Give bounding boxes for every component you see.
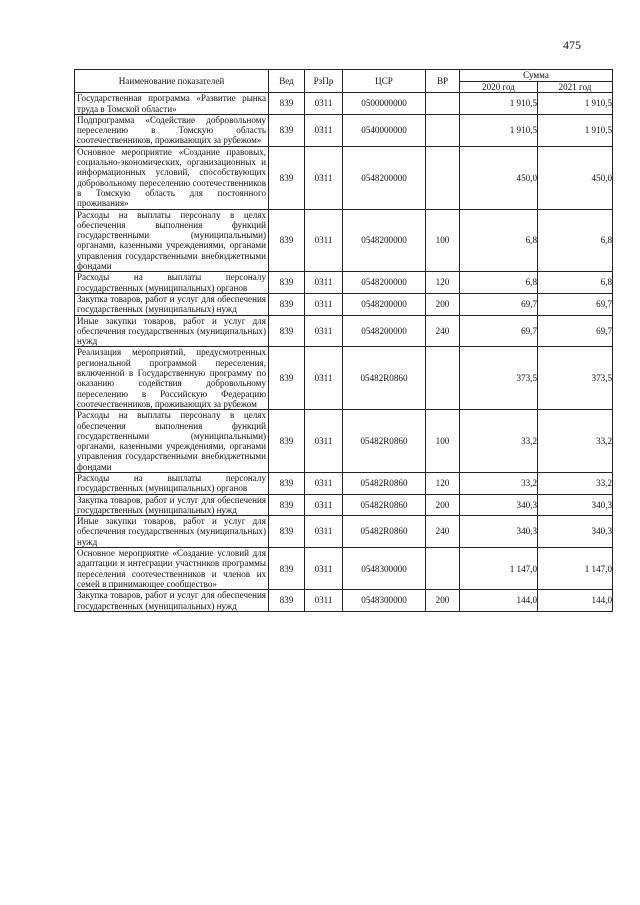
row-sum-2021-cell: 69,7 [538, 293, 613, 315]
row-name-cell: Иные закупки товаров, работ и услуг для обеспечения государственных (муниципальных) нужд [75, 516, 269, 548]
row-sum-2020-cell: 33,2 [460, 410, 538, 473]
row-sum-2021-cell: 340,3 [538, 516, 613, 548]
row-sum-2020-cell: 373,5 [460, 347, 538, 410]
header-name: Наименование показателей [75, 70, 269, 93]
row-vr-cell: 240 [426, 516, 460, 548]
row-sum-2020-cell: 340,3 [460, 516, 538, 548]
row-vr-cell [426, 548, 460, 590]
row-vr-cell [426, 146, 460, 209]
header-year-2020: 2020 год [460, 82, 538, 93]
row-ved-cell: 839 [269, 472, 305, 494]
row-sum-2020-cell: 69,7 [460, 315, 538, 347]
table-row [75, 315, 613, 347]
row-ved-cell: 839 [269, 209, 305, 272]
row-sum-2021-cell: 144,0 [538, 590, 613, 612]
row-csr-cell: 0548300000 [343, 548, 426, 590]
row-ved-cell: 839 [269, 410, 305, 473]
row-vr-cell [426, 347, 460, 410]
table-row [75, 472, 613, 494]
row-ved-cell: 839 [269, 93, 305, 115]
row-csr-cell: 0548200000 [343, 315, 426, 347]
row-ved-cell: 839 [269, 494, 305, 516]
row-ved-cell: 839 [269, 146, 305, 209]
row-sum-2021-cell: 6,8 [538, 209, 613, 272]
row-rzpr-cell: 0311 [305, 410, 343, 473]
row-vr-cell: 200 [426, 293, 460, 315]
row-sum-2020-cell: 450,0 [460, 146, 538, 209]
row-vr-cell: 200 [426, 590, 460, 612]
row-csr-cell: 0548200000 [343, 209, 426, 272]
row-csr-cell: 05482R0860 [343, 410, 426, 473]
row-sum-2021-cell: 450,0 [538, 146, 613, 209]
row-csr-cell: 05482R0860 [343, 347, 426, 410]
row-name-cell: Расходы на выплаты персоналу государственных (муниципальных) органов [75, 472, 269, 494]
row-sum-2021-cell: 1 910,5 [538, 93, 613, 115]
table-row [75, 548, 613, 590]
row-name-cell: Расходы на выплаты персоналу в целях обеспечения выполнения функций государственными (муниципальными) органами, казенными учреждениями, органами управления государственными внебюджетными фондами [75, 410, 269, 473]
row-sum-2021-cell: 340,3 [538, 494, 613, 516]
table-row [75, 93, 613, 115]
row-sum-2021-cell: 1 910,5 [538, 114, 613, 146]
budget-table [74, 69, 613, 612]
row-sum-2020-cell: 69,7 [460, 293, 538, 315]
row-sum-2020-cell: 6,8 [460, 209, 538, 272]
row-sum-2021-cell: 33,2 [538, 410, 613, 473]
row-name-cell: Основное мероприятие «Создание условий для адаптации и интеграции участников программы переселения соотечественников и членов их семей в принимающее сообщество» [75, 548, 269, 590]
row-sum-2020-cell: 33,2 [460, 472, 538, 494]
row-rzpr-cell: 0311 [305, 548, 343, 590]
row-ved-cell: 839 [269, 516, 305, 548]
row-sum-2020-cell: 1 910,5 [460, 93, 538, 115]
header-vr: ВР [426, 70, 460, 93]
row-ved-cell: 839 [269, 114, 305, 146]
row-rzpr-cell: 0311 [305, 114, 343, 146]
row-name-cell: Расходы на выплаты персоналу в целях обеспечения выполнения функций государственными (муниципальными) органами, казенными учреждениями, органами управления государственными внебюджетными фондами [75, 209, 269, 272]
row-ved-cell: 839 [269, 590, 305, 612]
row-ved-cell: 839 [269, 315, 305, 347]
row-sum-2021-cell: 33,2 [538, 472, 613, 494]
row-csr-cell: 0500000000 [343, 93, 426, 115]
row-sum-2021-cell: 6,8 [538, 272, 613, 294]
row-rzpr-cell: 0311 [305, 209, 343, 272]
row-vr-cell [426, 114, 460, 146]
row-name-cell: Закупка товаров, работ и услуг для обеспечения государственных (муниципальных) нужд [75, 590, 269, 612]
row-rzpr-cell: 0311 [305, 472, 343, 494]
header-sum: Сумма [460, 70, 613, 82]
row-sum-2021-cell: 373,5 [538, 347, 613, 410]
row-csr-cell: 0548200000 [343, 272, 426, 294]
table-body [75, 93, 613, 612]
row-name-cell: Иные закупки товаров, работ и услуг для обеспечения государственных (муниципальных) нужд [75, 315, 269, 347]
table-row [75, 114, 613, 146]
row-rzpr-cell: 0311 [305, 494, 343, 516]
row-rzpr-cell: 0311 [305, 347, 343, 410]
row-sum-2021-cell: 69,7 [538, 315, 613, 347]
table-row [75, 494, 613, 516]
table-row [75, 146, 613, 209]
row-name-cell: Реализация мероприятий, предусмотренных региональной программой переселения, включенной в Государственную программу по оказанию содействия добровольному переселению в Российскую Федерацию соотечественников, проживающих за рубежом [75, 347, 269, 410]
row-rzpr-cell: 0311 [305, 272, 343, 294]
row-csr-cell: 0540000000 [343, 114, 426, 146]
row-vr-cell: 200 [426, 494, 460, 516]
row-rzpr-cell: 0311 [305, 93, 343, 115]
row-csr-cell: 05482R0860 [343, 516, 426, 548]
table-row [75, 209, 613, 272]
table-row [75, 347, 613, 410]
row-name-cell: Основное мероприятие «Создание правовых, социально-экономических, организационных и информационных условий, способствующих добровольному переселению соотечественников в Томскую область для постоянного проживания» [75, 146, 269, 209]
row-sum-2020-cell: 1 910,5 [460, 114, 538, 146]
row-csr-cell: 0548200000 [343, 146, 426, 209]
row-rzpr-cell: 0311 [305, 590, 343, 612]
table-row [75, 516, 613, 548]
row-vr-cell: 100 [426, 209, 460, 272]
row-name-cell: Закупка товаров, работ и услуг для обеспечения государственных (муниципальных) нужд [75, 494, 269, 516]
header-rzpr: РзПр [305, 70, 343, 93]
row-rzpr-cell: 0311 [305, 516, 343, 548]
row-csr-cell: 0548200000 [343, 293, 426, 315]
page-number: 475 [563, 38, 581, 52]
row-sum-2020-cell: 340,3 [460, 494, 538, 516]
row-rzpr-cell: 0311 [305, 293, 343, 315]
table-row [75, 293, 613, 315]
row-vr-cell: 120 [426, 472, 460, 494]
row-sum-2020-cell: 6,8 [460, 272, 538, 294]
header-year-2021: 2021 год [538, 82, 613, 93]
row-rzpr-cell: 0311 [305, 315, 343, 347]
row-vr-cell: 240 [426, 315, 460, 347]
table-row [75, 590, 613, 612]
row-ved-cell: 839 [269, 272, 305, 294]
row-ved-cell: 839 [269, 347, 305, 410]
row-vr-cell: 120 [426, 272, 460, 294]
row-rzpr-cell: 0311 [305, 146, 343, 209]
row-vr-cell: 100 [426, 410, 460, 473]
row-csr-cell: 05482R0860 [343, 472, 426, 494]
row-ved-cell: 839 [269, 293, 305, 315]
row-name-cell: Подпрограмма «Содействие добровольному переселению в Томскую область соотечественников, проживающих за рубежом» [75, 114, 269, 146]
header-ved: Вед [269, 70, 305, 93]
row-sum-2021-cell: 1 147,0 [538, 548, 613, 590]
table-row [75, 410, 613, 473]
row-csr-cell: 0548300000 [343, 590, 426, 612]
row-sum-2020-cell: 144,0 [460, 590, 538, 612]
row-name-cell: Закупка товаров, работ и услуг для обеспечения государственных (муниципальных) нужд [75, 293, 269, 315]
row-sum-2020-cell: 1 147,0 [460, 548, 538, 590]
row-csr-cell: 05482R0860 [343, 494, 426, 516]
row-name-cell: Расходы на выплаты персоналу государственных (муниципальных) органов [75, 272, 269, 294]
row-vr-cell [426, 93, 460, 115]
table-row [75, 272, 613, 294]
row-ved-cell: 839 [269, 548, 305, 590]
row-name-cell: Государственная программа «Развитие рынка труда в Томской области» [75, 93, 269, 115]
header-csr: ЦСР [343, 70, 426, 93]
